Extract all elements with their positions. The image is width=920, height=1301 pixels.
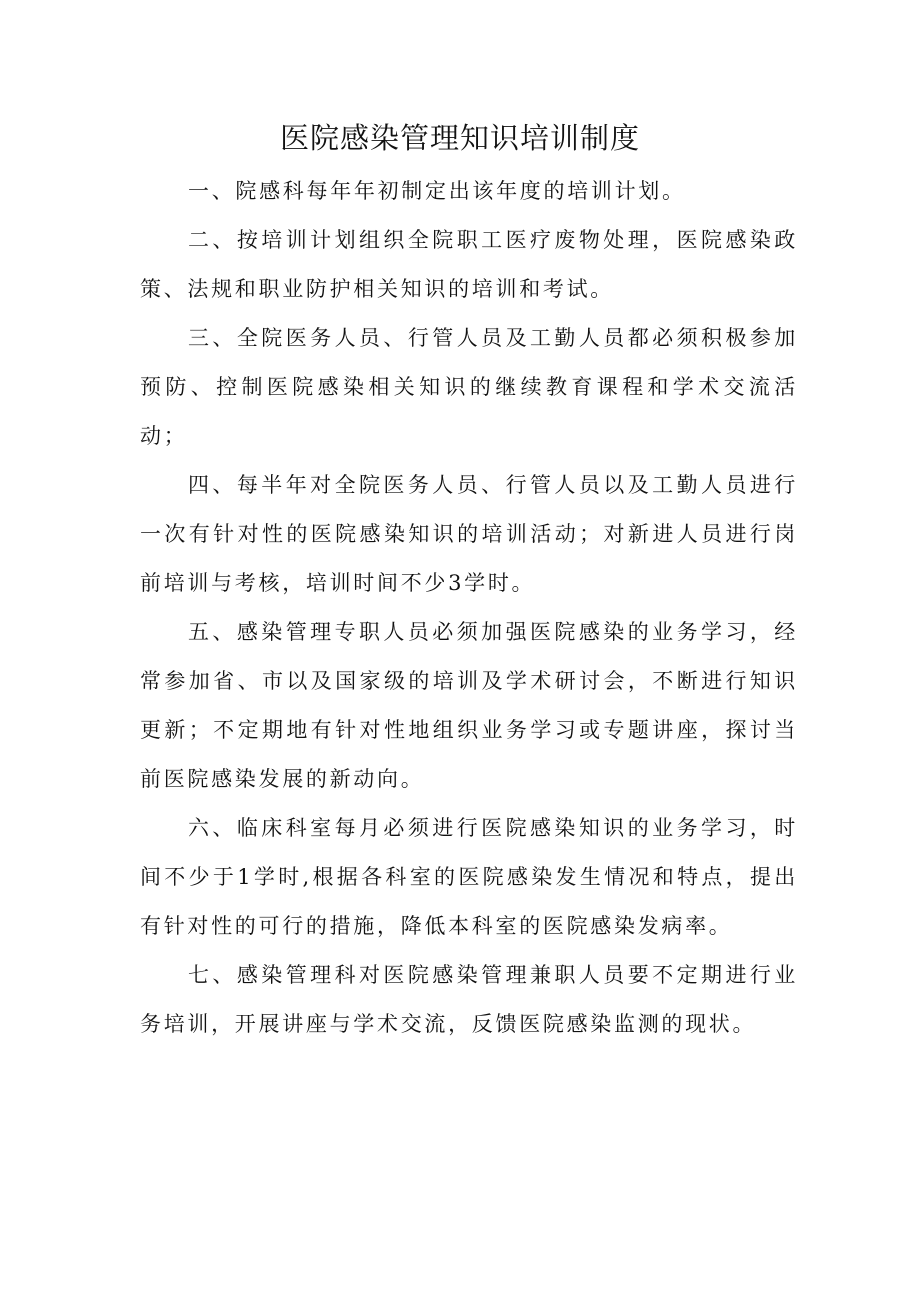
paragraph-1: 一、院感科每年年初制定出该年度的培训计划。 [188,179,686,203]
paragraph-6: 六、临床科室每月必须进行医院感染知识的业务学习，时间不少于1学时,根据各科室的医院感染发生情况和特点，提出有针对性的可行的措施，降低本科室的医院感染发病率。 [140,816,798,938]
document-body [140,167,798,1049]
paragraph-5: 五、感染管理专职人员必须加强医院感染的业务学习，经常参加省、市以及国家级的培训及学术研讨会，不断进行知识更新；不定期地有针对性地组织业务学习或专题讲座，探讨当前医院感染发展的新动向。 [140,620,798,791]
document-title: 医院感染管理知识培训制度 [279,121,640,155]
paragraph-4: 四、每半年对全院医务人员、行管人员以及工勤人员进行一次有针对性的医院感染知识的培训活动；对新进人员进行岗前培训与考核，培训时间不少3学时。 [140,473,798,595]
paragraph-2: 二、按培训计划组织全院职工医疗废物处理，医院感染政策、法规和职业防护相关知识的培训和考试。 [140,228,798,301]
paragraph-7: 七、感染管理科对医院感染管理兼职人员要不定期进行业务培训，开展讲座与学术交流，反馈医院感染监测的现状。 [140,963,798,1036]
paragraph-3: 三、全院医务人员、行管人员及工勤人员都必须积极参加预防、控制医院感染相关知识的继续教育课程和学术交流活动； [140,326,798,448]
